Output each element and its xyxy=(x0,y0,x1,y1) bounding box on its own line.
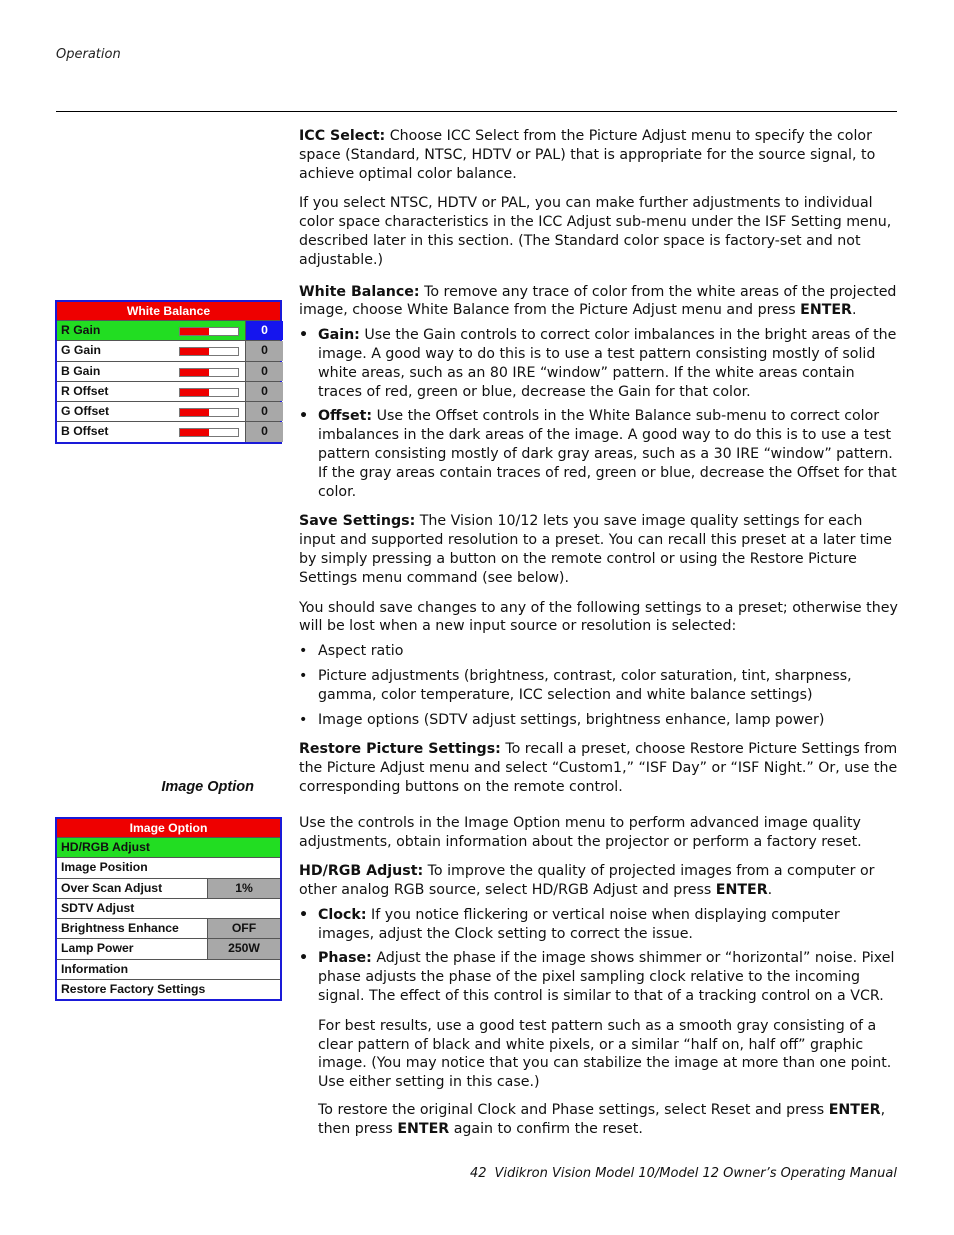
enter-key-label: ENTER xyxy=(828,1102,881,1119)
image-option-row-lamp-power[interactable] xyxy=(57,939,280,959)
save-settings-term: Save Settings: xyxy=(299,513,416,530)
white-balance-term: White Balance: xyxy=(299,283,420,300)
list-item: • Image options (SDTV adjust settings, brightness enhance, lamp power) xyxy=(299,711,825,728)
menu-row-label: R Offset xyxy=(61,383,109,398)
offset-bullet: • Offset: Use the Offset controls in the White Balance sub-menu to correct color imbalances in the dark areas of the image. A good way to do this is to use a test pattern consisting mostly of dark gray areas, such as a 30 IRE “window” pattern. If the gray areas contain traces of red, green or blue, decrease the Offset for that color. xyxy=(299,408,897,500)
level-bar-fill xyxy=(180,348,209,355)
menu-row-label: B Gain xyxy=(61,363,101,378)
menu-row-value: 0 xyxy=(245,422,283,441)
save-settings-text: The Vision 10/12 lets you save image quality settings for each input and supported resolution to a preset. You can recall this preset at a later time by simply pressing a button on the remote control or using the Restore Picture Settings menu command (see below). xyxy=(299,513,893,586)
image-option-row-information[interactable] xyxy=(57,960,280,980)
menu-row-label: Restore Factory Settings xyxy=(61,982,206,997)
level-bar-fill xyxy=(180,389,209,396)
restore-settings-paragraph xyxy=(299,740,899,796)
image-option-intro: Use the controls in the Image Option menu to perform advanced image quality adjustments, obtain information about the projector or perform a factory reset. xyxy=(299,814,862,850)
image-option-menu-title: Image Option xyxy=(57,819,280,838)
gain-term: Gain: xyxy=(318,327,360,344)
menu-row-label: SDTV Adjust xyxy=(61,900,135,915)
white-balance-row-r-gain[interactable] xyxy=(57,321,280,341)
white-balance-menu-title: White Balance xyxy=(57,302,280,321)
level-bar[interactable] xyxy=(179,422,245,441)
image-option-row-sdtv-adjust[interactable] xyxy=(57,899,280,919)
gain-text: Use the Gain controls to correct color imbalances in the bright areas of the image. A good way to do this is to use a test pattern consisting mostly of solid white areas, such as an 80 IRE “window” pattern. If the white areas contain traces of red, green or blue, decrease the Gain for that color. xyxy=(318,327,897,400)
menu-row-value: 0 xyxy=(245,362,283,381)
menu-row-value: 0 xyxy=(245,382,283,401)
menu-row-label: Image Position xyxy=(61,860,148,875)
save-settings-note: You should save changes to any of the following settings to a preset; otherwise they will be lost when a new input source or resolution is selected: xyxy=(299,599,898,635)
level-bar[interactable] xyxy=(179,341,245,360)
hdrgb-paragraph xyxy=(299,862,899,900)
level-bar[interactable] xyxy=(179,321,245,340)
menu-row-label: B Offset xyxy=(61,424,109,439)
level-bar-fill xyxy=(180,328,209,335)
best-results-paragraph: For best results, use a good test pattern such as a smooth gray consisting of a clear pattern of black and white pixels, or a similar “half on, half off” graphic image. (You may notice that you can stabilize the image at more than one point. Use either setting in this case.) xyxy=(318,1017,892,1091)
white-balance-row-g-offset[interactable] xyxy=(57,402,280,422)
period: . xyxy=(851,302,857,319)
menu-row-label: R Gain xyxy=(61,323,101,337)
level-bar[interactable] xyxy=(179,402,245,421)
list-item: • Aspect ratio xyxy=(299,643,404,660)
clock-text: If you notice flickering or vertical noise when displaying computer images, adjust the Clock setting to correct the issue. xyxy=(318,906,840,942)
enter-key-label: ENTER xyxy=(715,882,768,899)
image-option-row-hd-rgb-adjust[interactable] xyxy=(57,838,280,858)
enter-key-label: ENTER xyxy=(397,1120,450,1137)
menu-row-value: 0 xyxy=(245,321,283,340)
white-balance-paragraph xyxy=(299,283,899,321)
white-balance-row-r-offset[interactable] xyxy=(57,382,280,402)
save-settings-paragraph xyxy=(299,512,899,587)
level-bar-fill xyxy=(180,409,209,416)
menu-row-label: G Gain xyxy=(61,343,101,358)
level-bar[interactable] xyxy=(179,382,245,401)
menu-row-label: Brightness Enhance xyxy=(61,921,179,936)
icc-select-term: ICC Select: xyxy=(299,128,386,144)
restore-settings-text: To recall a preset, choose Restore Picture Settings from the Picture Adjust menu and select “Custom1,” “ISF Day” or “ISF Night.” Or, use the corresponding buttons on the remote control. xyxy=(299,741,898,795)
menu-row-value: OFF xyxy=(207,919,280,938)
hdrgb-term: HD/RGB Adjust: xyxy=(299,863,424,880)
menu-row-label: HD/RGB Adjust xyxy=(61,840,150,854)
phase-bullet: • Phase: Adjust the phase if the image shows shimmer or “horizontal” noise. Pixel phase adjusts the phase of the pixel sampling clock relative to the incoming signal. The effect of this control is similar to that of a tracking control on a VCR. xyxy=(299,950,895,1005)
manual-title: Vidikron Vision Model 10/Model 12 Owner’s Operating Manual xyxy=(494,1166,897,1181)
menu-row-label: G Offset xyxy=(61,404,110,419)
level-bar[interactable] xyxy=(179,362,245,381)
white-balance-text: To remove any trace of color from the white areas of the projected image, choose White Balance from the Picture Adjust menu and press xyxy=(299,283,897,319)
icc-select-paragraph xyxy=(299,127,899,183)
restore-settings-term: Restore Picture Settings: xyxy=(299,741,501,758)
white-balance-row-b-offset[interactable] xyxy=(57,422,280,441)
level-bar-fill xyxy=(180,429,209,436)
menu-row-value: 1% xyxy=(207,879,280,898)
level-bar-fill xyxy=(180,369,209,376)
period: . xyxy=(767,882,773,899)
image-option-row-image-position[interactable] xyxy=(57,858,280,878)
menu-row-label: Lamp Power xyxy=(61,941,134,956)
running-header: Operation xyxy=(56,47,121,62)
white-balance-row-b-gain[interactable] xyxy=(57,362,280,382)
menu-row-label: Information xyxy=(61,961,129,976)
enter-key-label: ENTER xyxy=(800,302,852,319)
menu-row-value: 0 xyxy=(245,341,283,360)
gain-bullet: • Gain: Use the Gain controls to correct color imbalances in the bright areas of the image. A good way to do this is to use a test pattern consisting mostly of solid white areas, such as an 80 IRE “window” pattern. If the white areas contain traces of red, green or blue, decrease the Gain for that color. xyxy=(299,327,897,400)
white-balance-menu xyxy=(55,300,282,444)
phase-term: Phase: xyxy=(318,950,372,967)
header-rule xyxy=(56,111,897,112)
clock-bullet: • Clock: If you notice flickering or vertical noise when displaying computer images, adjust the Clock setting to correct the issue. xyxy=(299,906,840,942)
phase-text: Adjust the phase if the image shows shimmer or “horizontal” noise. Pixel phase adjusts the phase of the pixel sampling clock relative to the incoming signal. The effect of this control is similar to that of a tracking control on a VCR. xyxy=(318,950,895,1005)
image-option-row-over-scan-adjust[interactable] xyxy=(57,879,280,899)
offset-text: Use the Offset controls in the White Balance sub-menu to correct color imbalances in the dark areas of the image. A good way to do this is to use a test pattern consisting mostly of dark gray areas, such as a 30 IRE “window” pattern. If the gray areas contain traces of red, green or blue, decrease the Offset for that color. xyxy=(318,408,897,500)
list-item: • Picture adjustments (brightness, contrast, color saturation, tint, sharpness, gamma, color temperature, ICC selection and white balance settings) xyxy=(299,667,852,703)
menu-row-value: 250W xyxy=(207,939,280,958)
icc-adjust-paragraph: If you select NTSC, HDTV or PAL, you can make further adjustments to individual color space characteristics in the ICC Adjust sub-menu under the ISF Setting menu, described later in this section. (The Standard color space is factory-set and not adjustable.) xyxy=(299,195,892,268)
icc-select-text: Choose ICC Select from the Picture Adjust menu to specify the color space (Standard, NTSC, HDTV or PAL) that is appropriate for the source signal, to achieve optimal color balance. xyxy=(299,128,876,182)
clock-term: Clock: xyxy=(318,906,367,923)
menu-row-value: 0 xyxy=(245,402,283,421)
image-option-heading: Image Option xyxy=(161,779,254,795)
menu-row-label: Over Scan Adjust xyxy=(61,880,163,895)
main-text-column xyxy=(299,127,899,1150)
offset-term: Offset: xyxy=(318,408,373,425)
hdrgb-text: To improve the quality of projected images from a computer or other analog RGB source, select HD/RGB Adjust and press xyxy=(299,863,875,899)
reset-paragraph: To restore the original Clock and Phase settings, select Reset and press ENTER, then press ENTER again to confirm the reset. xyxy=(318,1102,886,1137)
image-option-menu xyxy=(55,817,282,1001)
image-option-row-brightness-enhance[interactable] xyxy=(57,919,280,939)
image-option-row-restore-factory-settings[interactable] xyxy=(57,980,280,999)
white-balance-row-g-gain[interactable] xyxy=(57,341,280,361)
page-number: 42 xyxy=(470,1166,487,1181)
